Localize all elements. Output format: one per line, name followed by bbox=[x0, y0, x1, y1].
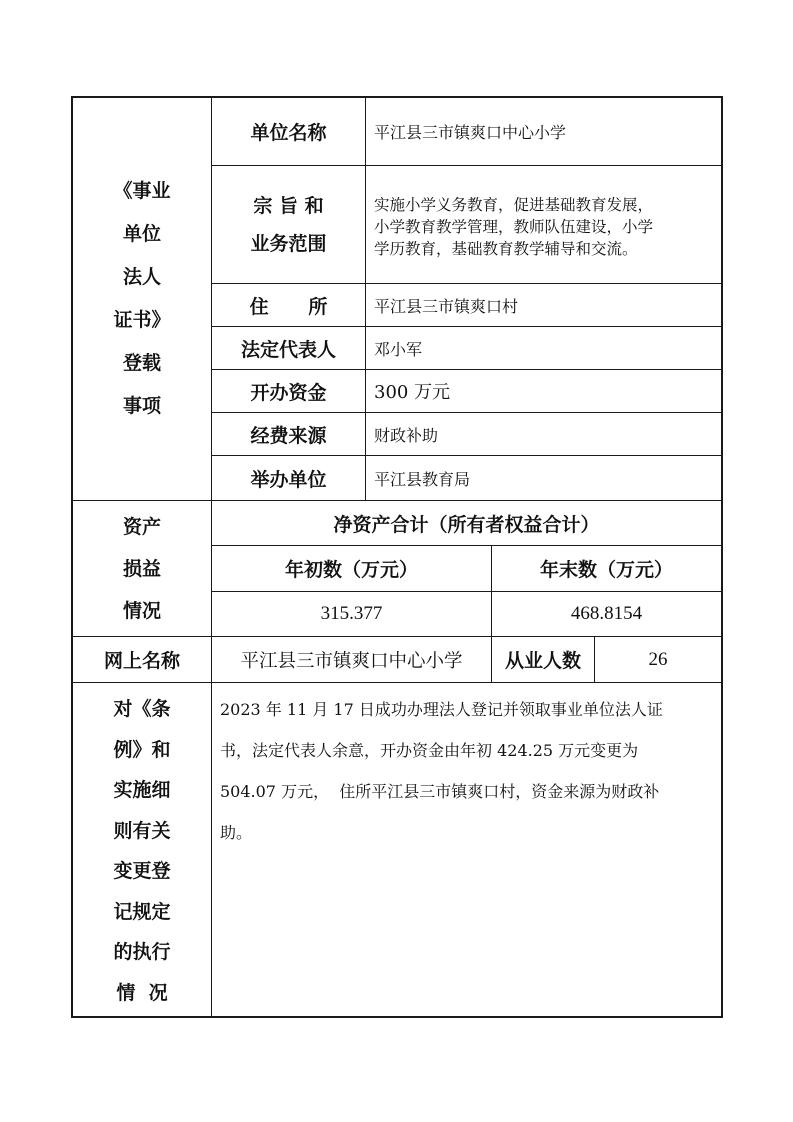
sponsor-value: 平江县教育局 bbox=[374, 469, 471, 489]
address-value: 平江县三市镇爽口村 bbox=[374, 296, 519, 316]
funding-source-value: 财政补助 bbox=[374, 425, 439, 445]
legal-representative-label: 法定代表人 bbox=[240, 338, 336, 361]
execution-details-text: 2023 年 11 月 17 日成功办理法人登记并领取事业单位法人证 书，法定代表人余意，开办资金由年初 424.25 万元变更为 504.07 万元， 住所平江县三市镇爽口村，资金来源为财政补 助。 bbox=[220, 700, 663, 842]
online-name-label: 网上名称 bbox=[103, 650, 180, 672]
sponsor-label: 举办单位 bbox=[250, 468, 327, 491]
unit-name-label: 单位名称 bbox=[250, 121, 327, 144]
ending-balance-value: 468.8154 bbox=[570, 603, 643, 624]
staff-count-label: 从业人数 bbox=[504, 650, 581, 672]
founding-capital-value: 300 万元 bbox=[374, 382, 451, 403]
unit-name-value: 平江县三市镇爽口中心小学 bbox=[374, 122, 567, 142]
address-label: 住 所 bbox=[249, 295, 328, 318]
staff-count-value: 26 bbox=[648, 648, 668, 670]
beginning-balance-value: 315.377 bbox=[320, 603, 383, 624]
online-name-value: 平江县三市镇爽口中心小学 bbox=[240, 650, 463, 672]
ending-balance-header: 年末数（万元） bbox=[539, 559, 673, 581]
purpose-scope-label: 宗 旨 和 业务范围 bbox=[250, 194, 327, 255]
assets-section-label: 资产 损益 情况 bbox=[122, 515, 161, 622]
net-assets-header: 净资产合计（所有者权益合计） bbox=[333, 513, 600, 536]
founding-capital-label: 开办资金 bbox=[250, 381, 327, 404]
execution-section-label: 对《条 例》和 实施细 则有关 变更登 记规定 的执行 情 况 bbox=[113, 698, 171, 1004]
funding-source-label: 经费来源 bbox=[250, 424, 327, 447]
registration-section-label: 《事业 单位 法人 证书》 登载 事项 bbox=[113, 180, 171, 417]
legal-representative-value: 邓小军 bbox=[374, 339, 423, 359]
purpose-scope-value: 实施小学义务教育，促进基础教育发展， 小学教育教学管理，教师队伍建设，小学 学历教育，基础教育教学辅导和交流。 bbox=[374, 195, 654, 258]
beginning-balance-header: 年初数（万元） bbox=[284, 559, 418, 581]
